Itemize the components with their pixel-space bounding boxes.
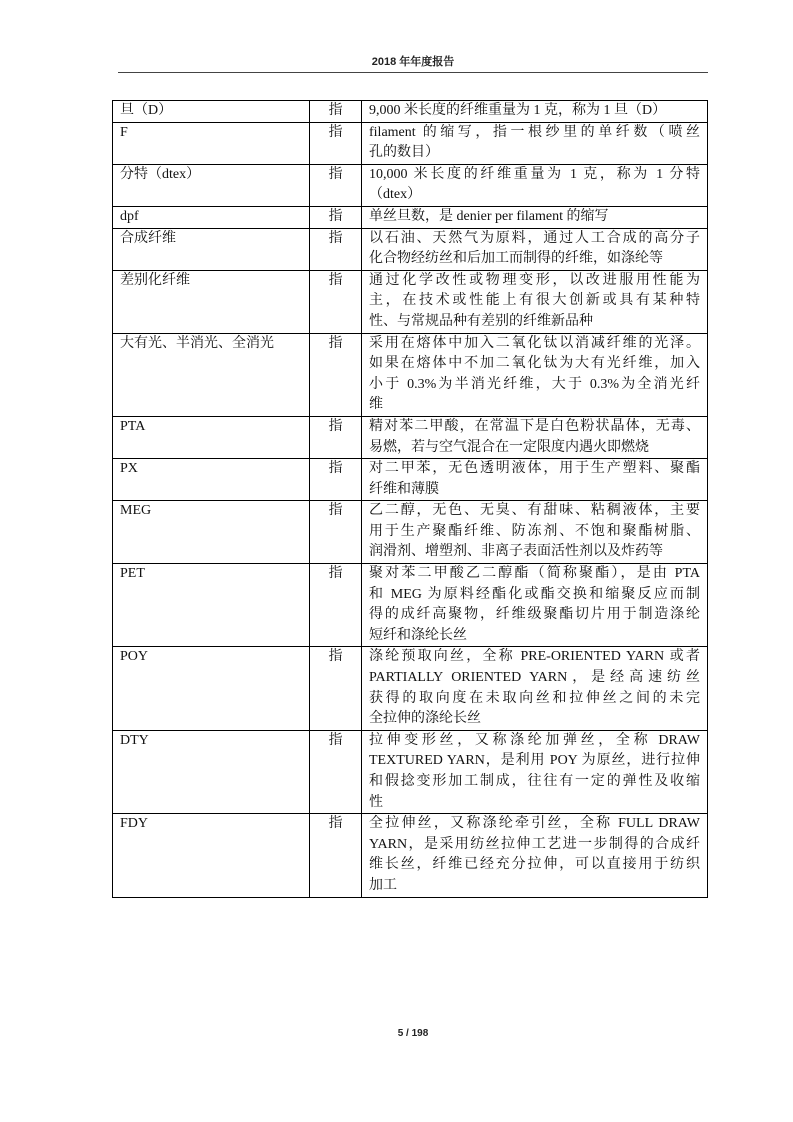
- glossary-row: [113, 206, 708, 228]
- definition-line: 全拉伸丝，又称涤纶牵引丝，全称 FULL DRAW: [369, 816, 700, 832]
- glossary-term: 旦（D）: [113, 101, 310, 123]
- glossary-definition: [362, 564, 708, 647]
- glossary-connector: 指: [310, 647, 362, 730]
- glossary-definition: [362, 270, 708, 333]
- definition-line: 精对苯二甲酸，在常温下是白色粉状晶体，无毒、: [369, 418, 700, 434]
- definition-line: 加工: [369, 877, 397, 893]
- definition-line: 得的成纤高聚物，纤维级聚酯切片用于制造涤纶: [369, 607, 700, 623]
- definition-line: 和假捻变形加工制成，往往有一定的弹性及收缩: [369, 774, 700, 789]
- definition-line: YARN，是采用纺丝拉伸工艺进一步制得的合成纤: [369, 836, 700, 852]
- glossary-term: dpf: [113, 206, 310, 228]
- glossary-definition: [362, 730, 708, 813]
- report-title: 2018 年年度报告: [371, 56, 455, 68]
- glossary-connector: 指: [310, 564, 362, 647]
- glossary-connector: 指: [310, 270, 362, 333]
- definition-line: 10,000 米长度的纤维重量为 1 克，称为 1 分特: [369, 166, 700, 182]
- definition-line: 乙二醇，无色、无臭、有甜味、粘稠液体，主要: [369, 503, 700, 519]
- definition-line: 获得的取向度在未取向丝和拉伸丝之间的未完: [369, 690, 700, 706]
- glossary-connector: 指: [310, 416, 362, 458]
- definition-line: 和 MEG 为原料经酯化或酯交换和缩聚反应而制: [369, 586, 700, 602]
- glossary-term: DTY: [113, 730, 310, 813]
- glossary-definition: [362, 333, 708, 416]
- glossary-term: FDY: [113, 814, 310, 897]
- definition-line: TEXTURED YARN，是利用 POY 为原丝，进行拉伸: [369, 753, 700, 769]
- definition-line: 全拉伸的涤纶长丝: [369, 711, 481, 727]
- glossary-connector: 指: [310, 122, 362, 164]
- header-divider: [118, 72, 708, 73]
- definition-line: 采用在熔体中加入二氧化钛以消减纤维的光泽。: [369, 335, 700, 351]
- definition-line: filament 的缩写，指一根纱里的单纤数（喷丝: [369, 124, 700, 140]
- definition-line: 9,000 米长度的纤维重量为 1 克，称为 1 旦（D）: [369, 103, 667, 118]
- definition-line: 短纤和涤纶长丝: [369, 627, 467, 643]
- definition-line: （dtex）: [369, 187, 422, 203]
- definition-line: 性、与常规品种有差别的纤维新品种: [369, 313, 593, 329]
- definition-line: 维长丝，纤维已经充分拉伸，可以直接用于纺织: [369, 857, 700, 873]
- glossary-connector: 指: [310, 333, 362, 416]
- glossary-term: PTA: [113, 416, 310, 458]
- glossary-definition: [362, 501, 708, 564]
- glossary-row: [113, 814, 708, 897]
- glossary-term: 差别化纤维: [113, 270, 310, 333]
- glossary-row: [113, 459, 708, 501]
- glossary-term: POY: [113, 647, 310, 730]
- glossary-connector: 指: [310, 206, 362, 228]
- definition-line: 对二甲苯，无色透明液体，用于生产塑料、聚酯: [369, 461, 700, 477]
- glossary-connector: 指: [310, 459, 362, 501]
- glossary-row: [113, 501, 708, 564]
- glossary-term: PX: [113, 459, 310, 501]
- definition-line: 通过化学改性或物理变形，以改进服用性能为: [369, 272, 700, 288]
- glossary-connector: 指: [310, 228, 362, 270]
- glossary-definition: [362, 228, 708, 270]
- definition-line: 孔的数目）: [369, 145, 439, 161]
- glossary-term: 合成纤维: [113, 228, 310, 270]
- glossary-term: 大有光、半消光、全消光: [113, 333, 310, 416]
- glossary-row: [113, 333, 708, 416]
- definition-line: 以石油、天然气为原料，通过人工合成的高分子: [369, 230, 700, 246]
- definition-line: 易燃，若与空气混合在一定限度内遇火即燃烧: [369, 439, 649, 455]
- glossary-row: [113, 164, 708, 206]
- glossary-row: [113, 564, 708, 647]
- glossary-row: [113, 416, 708, 458]
- definition-line: 主，在技术或性能上有很大创新或具有某种特: [369, 293, 700, 309]
- glossary-term: PET: [113, 564, 310, 647]
- glossary-definition: [362, 101, 708, 123]
- glossary-definition: [362, 647, 708, 730]
- definition-line: 拉伸变形丝，又称涤纶加弹丝，全称 DRAW: [369, 732, 700, 748]
- glossary-definition: [362, 164, 708, 206]
- glossary-table-body: [113, 101, 708, 898]
- definition-line: 维: [369, 397, 383, 413]
- page-number: 5 / 198: [397, 1028, 429, 1039]
- glossary-connector: 指: [310, 501, 362, 564]
- glossary-term: F: [113, 122, 310, 164]
- definition-line: 聚对苯二甲酸乙二醇酯（简称聚酯），是由 PTA: [369, 566, 700, 582]
- glossary-definition: [362, 122, 708, 164]
- glossary-definition: [362, 416, 708, 458]
- glossary-connector: 指: [310, 730, 362, 813]
- glossary-row: [113, 270, 708, 333]
- definition-line: PARTIALLY ORIENTED YARN，是经高速纺丝: [369, 670, 700, 686]
- glossary-row: [113, 647, 708, 730]
- glossary-table: [112, 100, 708, 898]
- definition-line: 性: [369, 794, 383, 810]
- glossary-definition: [362, 814, 708, 897]
- glossary-row: [113, 228, 708, 270]
- glossary-connector: 指: [310, 101, 362, 123]
- definition-line: 如果在熔体中不加二氧化钛为大有光纤维，加入: [369, 356, 700, 372]
- definition-line: 润滑剂、增塑剂、非离子表面活性剂以及炸药等: [369, 544, 663, 560]
- glossary-row: [113, 730, 708, 813]
- glossary-connector: 指: [310, 164, 362, 206]
- definition-line: 小于 0.3%为半消光纤维，大于 0.3%为全消光纤: [369, 376, 700, 392]
- glossary-definition: [362, 206, 708, 228]
- glossary-row: [113, 101, 708, 123]
- glossary-term: 分特（dtex）: [113, 164, 310, 206]
- glossary-connector: 指: [310, 814, 362, 897]
- glossary-definition: [362, 459, 708, 501]
- definition-line: 涤纶预取向丝，全称 PRE-ORIENTED YARN 或者: [369, 649, 700, 665]
- definition-line: 用于生产聚酯纤维、防冻剂、不饱和聚酯树脂、: [369, 523, 700, 539]
- definition-line: 化合物经纺丝和后加工而制得的纤维，如涤纶等: [369, 251, 663, 267]
- definition-line: 单丝旦数，是 denier per filament 的缩写: [369, 208, 609, 224]
- glossary-row: [113, 122, 708, 164]
- glossary-term: MEG: [113, 501, 310, 564]
- definition-line: 纤维和薄膜: [369, 481, 439, 497]
